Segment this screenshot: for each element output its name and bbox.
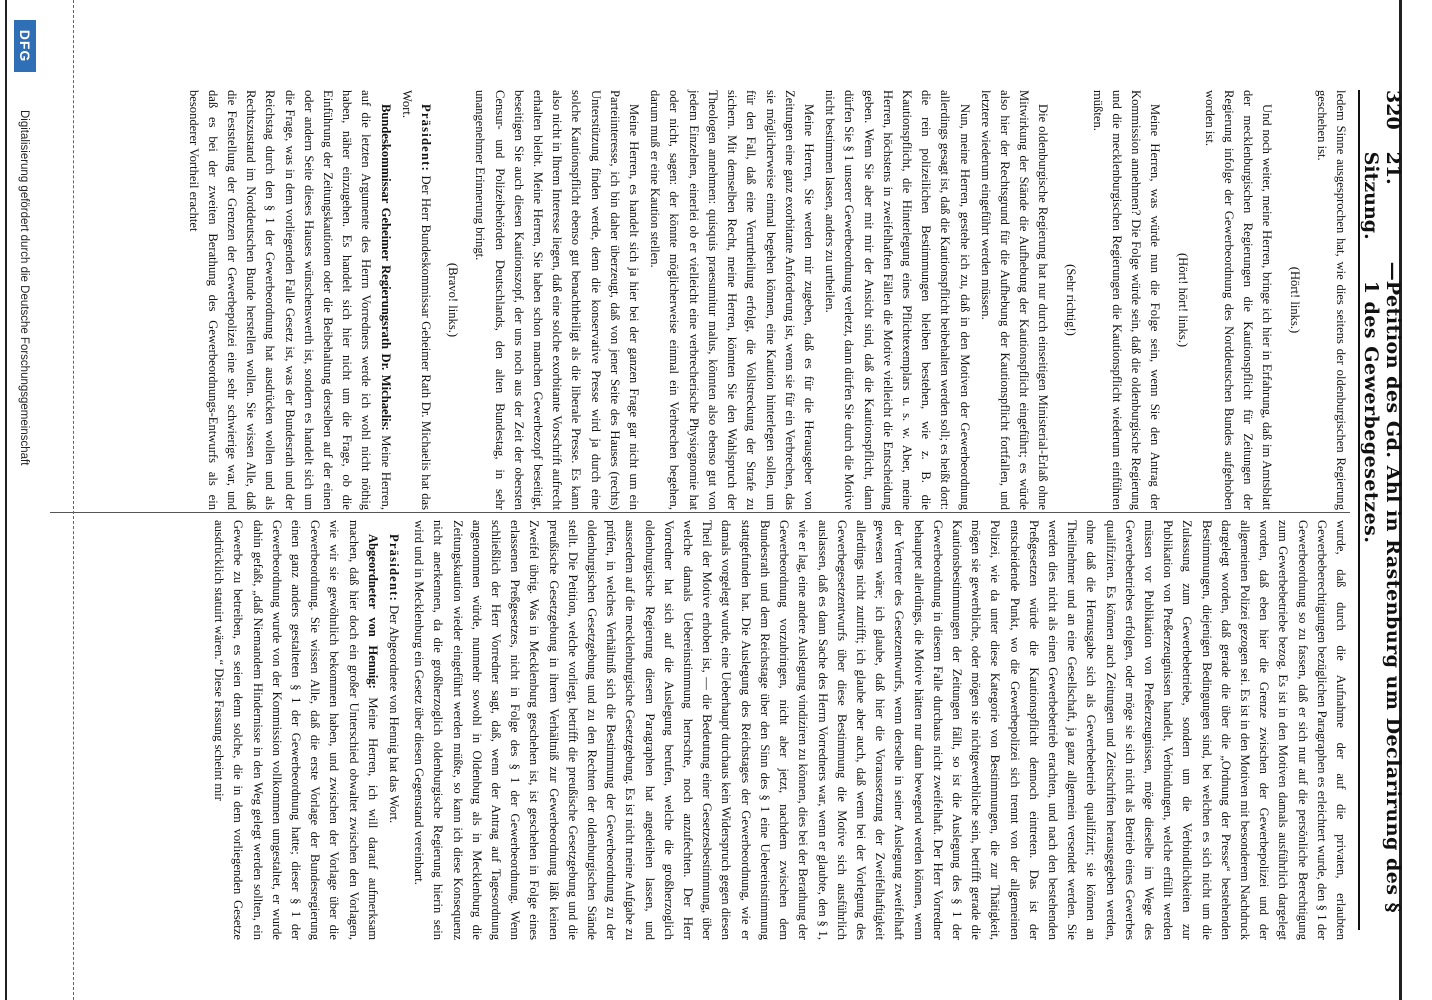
interjection: (Sehr richtig!) [1063,264,1078,336]
digitization-footer [2,0,52,1000]
scan-edge [65,0,74,1000]
paragraph: wurde, daß durch die Aufnahme der auf die privaten, erlaubten Gewerbeberechtigungen bezüglichen Paragraphen es erleichtert wurde, den § 1 der Gewerbeordnung so zu fassen, daß er sich nur auf die persönliche Berechtigung zum Gewerbebetriebe bezog. Es ist in den Motiven damals ausführlich dargelegt worden, daß eben hier die Grenze zwischen der Gewerbepolizei und der allgemeinen Polizei gezogen sei. Es ist in den Motiven mit besonderem Nachdruck dargelegt worden, daß gerade die über die „Ordnung der Presse“ bestehenden Bestimmungen, diejenigen Bedingungen sind, bei welchen es sich nicht um die Zulassung zum Gewerbebetriebe, sondern um die Verbindlichkeiten zur Publikation von Preßerzeugnissen handelt, Verbindungen, welche erfüllt werden müssen vor Publikation von Preßerzeugnissen, möge dieselbe im Wege des Gewerbebetriebes erfolgen, oder möge sie sich nicht als Betrieb eines Gewerbes qualifiziren. Es können auch Zeitungen und Zeitschriften herausgegeben werden, ohne daß die Herausgabe sich als Gewerbebetrieb qualifizirt; sie können an Theilnehmer und an eine Gesellschaft, ja ganz allgemein versendet werden. Sie werden dies nicht als einen Gewerbebetrieb erachten, und nach den bestehenden Preßgesetzen würde die Kautionspflicht dennoch eintreten. Das ist der entscheidende Punkt, wo die Gewerbepolizei sich trennt von der allgemeinen Polizei, wie da unter diese Kategorie von Bestimmungen, die zur Thätigkeit, mögen sie gewerbliche, oder mögen sie nichtgewerbliche sein, betrifft gerade die Kautionsbestimmungen der Zeitungen fällt, so ist die Auslegung des § 1 der Gewerbeordnung in diesem Falle durchaus nicht zweifelhaft. Der Herr Vorredner behauptet allerdings, die Motive hätten nur dann bewegend werden können, wenn der Vertreter des Gesetzentwurfs, wenn derselbe in seiner Auslegung zweifelhaft gewesen wäre; ich glaube, daß hier die Voraussetzung der Zweifelhaftigkeit allerdings nicht zutrifft; ich glaube aber auch, daß wenn bei der Vorlegung des Gewerbegesetzentwurfs über diese Bestimmung die Motive sich ausführlich auslassen, daß es dann Sache des Herrn Vorredners war, wenn er glaubte, den § 1, wie er lag, eine andere Auslegung vindiziren zu können, dies bei der Berathung der Gewerbeordnung vorzubringen, nicht aber jetzt, nachdem zwischen dem Bundesrath und dem Reichstage über den Sinn des § 1 eine Uebereinstimmung stattgefunden hat. Die Auslegung des Reichstages der Gewerbeordnung, wie er damals vorgelegt wurde, eine Ueberhaupt durchaus kein Widerspruch gegen diesen Theil der Motive erhoben ist, — die Bedeutung einer Gesetzesbestimmung, über welche damals Uebereinstimmung herrschte, noch anzufechten. Der Herr Vorredner hat sich auf die Auslegung berufen, welche die großherzoglich oldenburgische Regierung diesem Paragraphen hat angedeihen lassen, und ausserdem auf die mecklenburgische Gesetzgebung. Es ist nicht meine Aufgabe zu prüfen, in welches Verhältniß sich die Bestimmung der Gewerbeordnung zu der oldenburgischen Gesetzgebung und zu den Rechten der oldenburgischen Stände stellt. Die Petition, welche vorliegt, betrifft die preußische Gesetzgebung und die preußische Gesetzgebung in ihrem Verhältniß zur Gewerbeordnung läßt keinen Zweifel übrig. Was in Mecklenburg geschehen ist, ist geschehen in Folge eines erlassenen Preßgesetzes, nicht in Folge des § 1 der Gewerbeordnung. Wenn schließlich der Herr Vorredner sagt, daß, wenn der Antrag auf Tagesordnung angenommen würde, nunmehr sowohl in Oldenburg als in Mecklenburg die Zeitungskaution wieder eingeführt werden müßte, so kann ich diese Konsequenz nicht anerkennen, da die großherzoglich oldenburgische Regierung hierin sein wird und in Mecklenburg ein Gesetz über diesen Gegenstand vereinbart. [412,520,1348,940]
header-dash: — [1382,261,1404,281]
page-header [1358,90,1410,930]
statement-text: Der Herr Bundeskommissar Geheimer Rath Dr. Michaelis hat das Wort. [399,90,434,510]
statement-text: Der Abgeordnete von Hennig hat das Wort. [387,605,402,824]
header-left [1360,90,1404,281]
paragraph: Meine Herren, was würde nun die Folge sein, wenn Sie den Antrag der Kommission annehmen? Die Folge würde sein, daß die oldenburgische Regierung und die mecklenburgischen Regierungen die Kautionspflicht wiederum einführen müßten. [1090,90,1163,510]
speaker-label: Präsident: [419,104,434,172]
interjection: (Hört! hört! links.) [1175,252,1190,348]
session-label: 21. Sitzung. [1360,151,1404,240]
left-column [181,90,1350,510]
speaker-label: Präsident: [387,534,402,602]
paragraph: Und noch weiter, meine Herren, bringe ich hier in Erfahrung, daß im Amtsblatt der mecklenburgischen Regierungen die Kautionspflicht für Zeitungen der Regierung infolge der Gewerbeordnung des Norddeutschen Bundes aufgehoben worden ist. [1202,90,1275,510]
paragraph: Meine Herren, es handelt sich ja hier bei der ganzen Frage gar nicht um ein Parteiinteresse, ich bin daher überzeugt, daß von jener Seite des Hauses (rechts) Unterstützung finden werde, denn die konservative Presse wird ja durch eine solche Kautionspflicht ebenso gut benachtheiligt als die liberale Presse. Es kann also nicht in Ihrem Interesse liegen, daß eine solche exorbitante Vorschrift aufrecht erhalten bleibt. Meine Herren, Sie haben schon manchen Gewerbezopf beseitigt, beseitigen Sie auch diesen Kautionszopf, der uns noch aus der Zeit der obersten Censur- und Polizeibehörden Deutschlands, den alten Bundestag, in sehr unangenehmer Erinnerung bringt. [473,90,642,510]
digitization-note: Digitalisierung gefördert durch die Deutsche Forschungsgemeinschaft [18,110,30,466]
paragraph: Die oldenburgische Regierung hat nur durch einseitigen Ministerial-Erlaß ohne Mitwirkung der Stände die Aufhebung der Kautionspflicht eingeführt; es würde also hier der Rechtsgrund für die Aufhebung der Kautionspflicht fortfallen, und letztere wiederum eingeführt werden müssen. [978,90,1051,510]
paragraph: Nun, meine Herren, gestehe ich zu, daß in den Motiven der Gewerbeordnung allerdings gesagt ist, daß die Kautionspflicht beibehalten werden soll; es heißt dort: die rein polizeilichen Bestimmungen bleiben bestehen, wie z. B. die Kautionspflicht, die Hinterlegung eines Pflichtexemplars u. s. w. Aber, meine Herren, höchstens in zweifelhaften Fällen die Motive vielleicht die Entscheidung geben. Wenn Sie aber mit mir der Ansicht sind, daß die Kautionspflicht, dann dürfen Sie § 1 unserer Gewerbeordnung verletzt, dann dürfen Sie durch die Motive nicht bestimmen lassen, anders zu urtheilen. [823,90,972,510]
paragraph: ledem Sinne ausgesprochen hat, wie dies seitens der oldenburgischen Regierung geschehen ist. [1314,90,1348,510]
speech [209,520,382,940]
speech-text: Meine Herren, auf die letzten Argumente des Herrn Vorredners werde ich wohl nicht nöthig haben, näher einzugehen. Es handelt sich hier nicht um die Frage, ob die Einführung der Zeitungskautionen oder die Beibehaltung derselben auf der einen oder andern Seite dieses Hauses wünschenswerth ist, sondern es handelt sich um die Frage, was in dem vorliegenden Falle Gesetz ist, was der Bundesrath und der Reichstag durch den § 1 der Gewerbeordnung hat ausdrücken wollen und als Rechtszustand im Norddeutschen Bunde herstellen wollen. Sie wissen Alle, daß die Feststellung der Grenzen der Gewerbepolizei eine sehr schwierige war, und daß es bei der zweiten Berathung des Gewerbeordnungs-Entwurfs als ein besonderer Vortheil erachtet [186,90,393,510]
interjection: (Bravo! links.) [446,262,461,338]
president-statement [384,520,403,940]
president-statement [397,90,435,510]
paragraph: Meine Herren, Sie werden mir zugeben, daß es für die Herausgeber von Zeitungen eine ganz exorbitante Anforderung ist, wenn sie für ein Verbrechen, das sie möglicherweise einmal begehen können, eine Kaution hinterlegen sollen, um für den Fall, daß eine Verurtheilung erfolgt, die Vollstreckung der Strafe zu sichern. Mit demselben Recht, meine Herren, könnten Sie den Wahlspruch der Theologen annehmen: quisquis praesumitur malus, könnten also ebenso gut von jedem Einzelnen, einerlei ob er vielleicht eine verbrecherische Physiognomie hat oder nicht, sagen: der könnte möglicherweise einmal ein Verbrechen begehen, darum muß er eine Kaution stellen. [648,90,816,510]
speaker-label: Bundeskommissar Geheimer Regierungsrath Dr. Michaelis: [378,104,393,431]
page-number: 320 [1382,90,1404,130]
speech [183,90,394,510]
right-column [207,520,1350,940]
column-divider [50,512,1350,513]
page-title: Petition des Gd. Ahl in Rastenburg um Declarirung des § 1 des Gewerbegesetzes. [1360,280,1404,914]
dfg-logo: DFG [14,20,36,72]
speech-text: Meine Herren, ich will darauf aufmerksam machen, daß hier doch ein großer Unterschied obwaltet zwischen den Vorlagen, wie wir sie gewöhnlich bekommen haben, und zwischen der Vorlage über die Gewerbeordnung. Sie wissen Alle, daß die erste Vorlage der Bundesregierung einen ganz anders gestalteten § 1 der Gewerbeordnung hatte; dieser § 1 der Gewerbeordnung wurde von der Kommission vollkommen umgestaltet, er wurde dahin gefaßt, „daß Niemandem Hindernisse in den Weg gelegt werden sollten, ein Gewerbe zu betreiben, es seien denn solche, die in dem vorliegenden Gesetze ausdrücklich statuirt wären.“ Diese Fassung scheint mir [212,520,380,940]
interjection: (Hört! links.) [1287,266,1302,334]
speaker-label: Abgeordneter von Hennig: [365,534,380,689]
